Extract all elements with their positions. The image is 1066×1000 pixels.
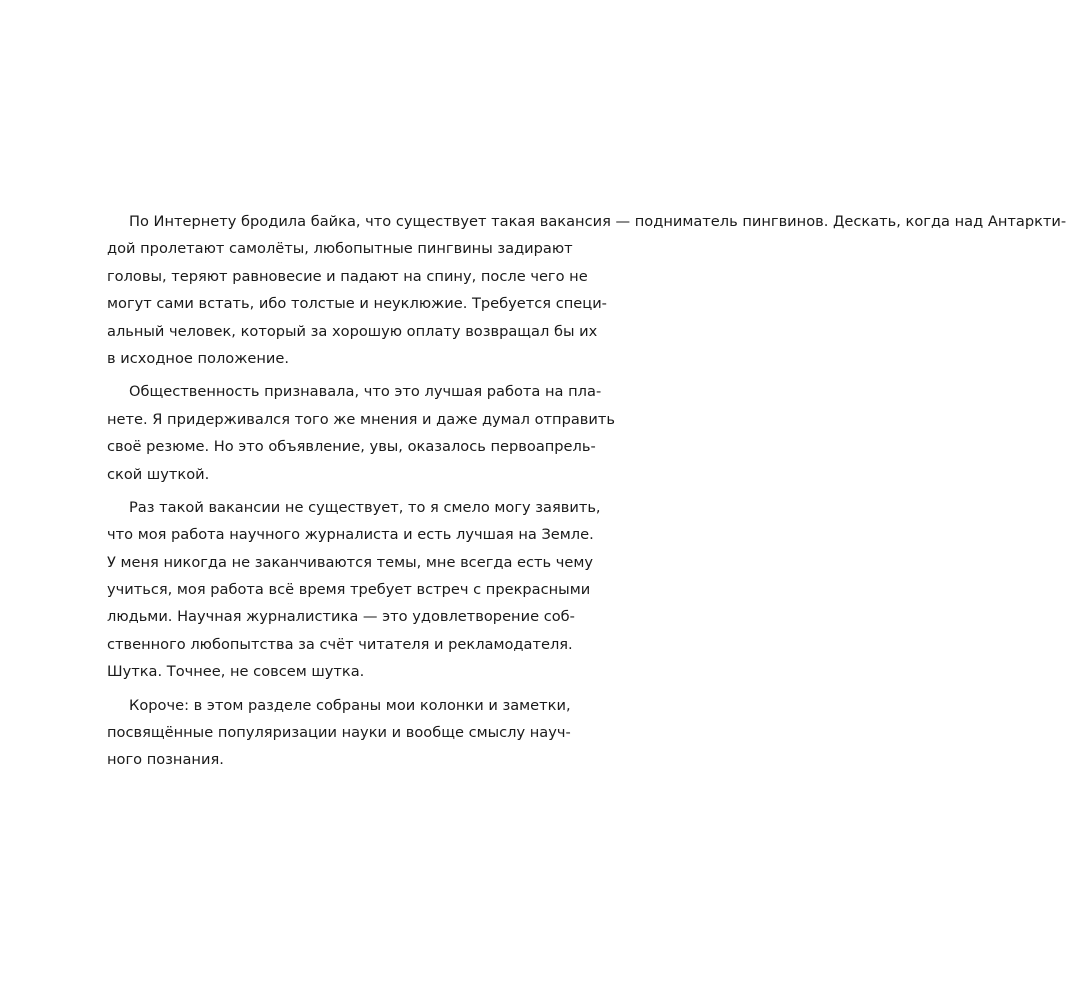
paragraph-1-line-4: могут сами встать, ибо толстые и неуклюжие. Требуется специ- <box>107 295 607 313</box>
paragraph-1-line-3: головы, теряют равновесие и падают на спину, после чего не <box>107 267 588 285</box>
paragraph-3-line-5: людьми. Научная журналистика — это удовлетворение соб- <box>107 608 575 626</box>
paragraph-2-line-4: ской шуткой. <box>107 465 210 483</box>
paragraph-2-line-1: Общественность признавала, что это лучшая работа на пла- <box>129 383 602 401</box>
paragraph-3-line-7: Шутка. Точнее, не совсем шутка. <box>107 663 365 681</box>
paragraph-4-line-3: ного познания. <box>107 751 224 769</box>
paragraph-3-line-2: что моя работа научного журналиста и есть лучшая на Земле. <box>107 526 594 544</box>
paragraph-3-line-6: ственного любопытства за счёт читателя и рекламодателя. <box>107 635 573 653</box>
paragraph-1-line-1: По Интернету бродила байка, что существует такая ваканcия — подниматель пингвинов. Дескать, когда над Антаркти- <box>129 213 1066 230</box>
paragraph-1-line-2: дой пролетают самолёты, любопытные пингвины задирают <box>107 240 573 258</box>
paragraph-4-line-1: Короче: в этом разделе собраны мои колонки и заметки, <box>129 696 571 714</box>
paragraph-1-line-6: в исходное положение. <box>107 349 289 367</box>
paragraph-2-line-2: нете. Я придерживался того же мнения и даже думал отправить <box>107 410 615 428</box>
paragraph-3-line-4: учиться, моя работа всё время требует встреч с прекрасными <box>107 581 591 599</box>
body-text <box>107 208 1066 774</box>
paragraph-2-line-3: своё резюме. Но это объявление, увы, оказалось первоапрель- <box>107 438 596 456</box>
paragraph-3-line-3: У меня никогда не заканчиваются темы, мне всегда есть чему <box>107 553 594 571</box>
paragraph-3-line-1: Раз такой вакансии не существует, то я смело могу заявить, <box>129 498 601 516</box>
paragraph-4-line-2: посвящённые популяризации науки и вообще смыслу науч- <box>107 724 571 742</box>
paragraph-1-line-5: альный человек, который за хорошую оплату возвращал бы их <box>107 322 598 340</box>
